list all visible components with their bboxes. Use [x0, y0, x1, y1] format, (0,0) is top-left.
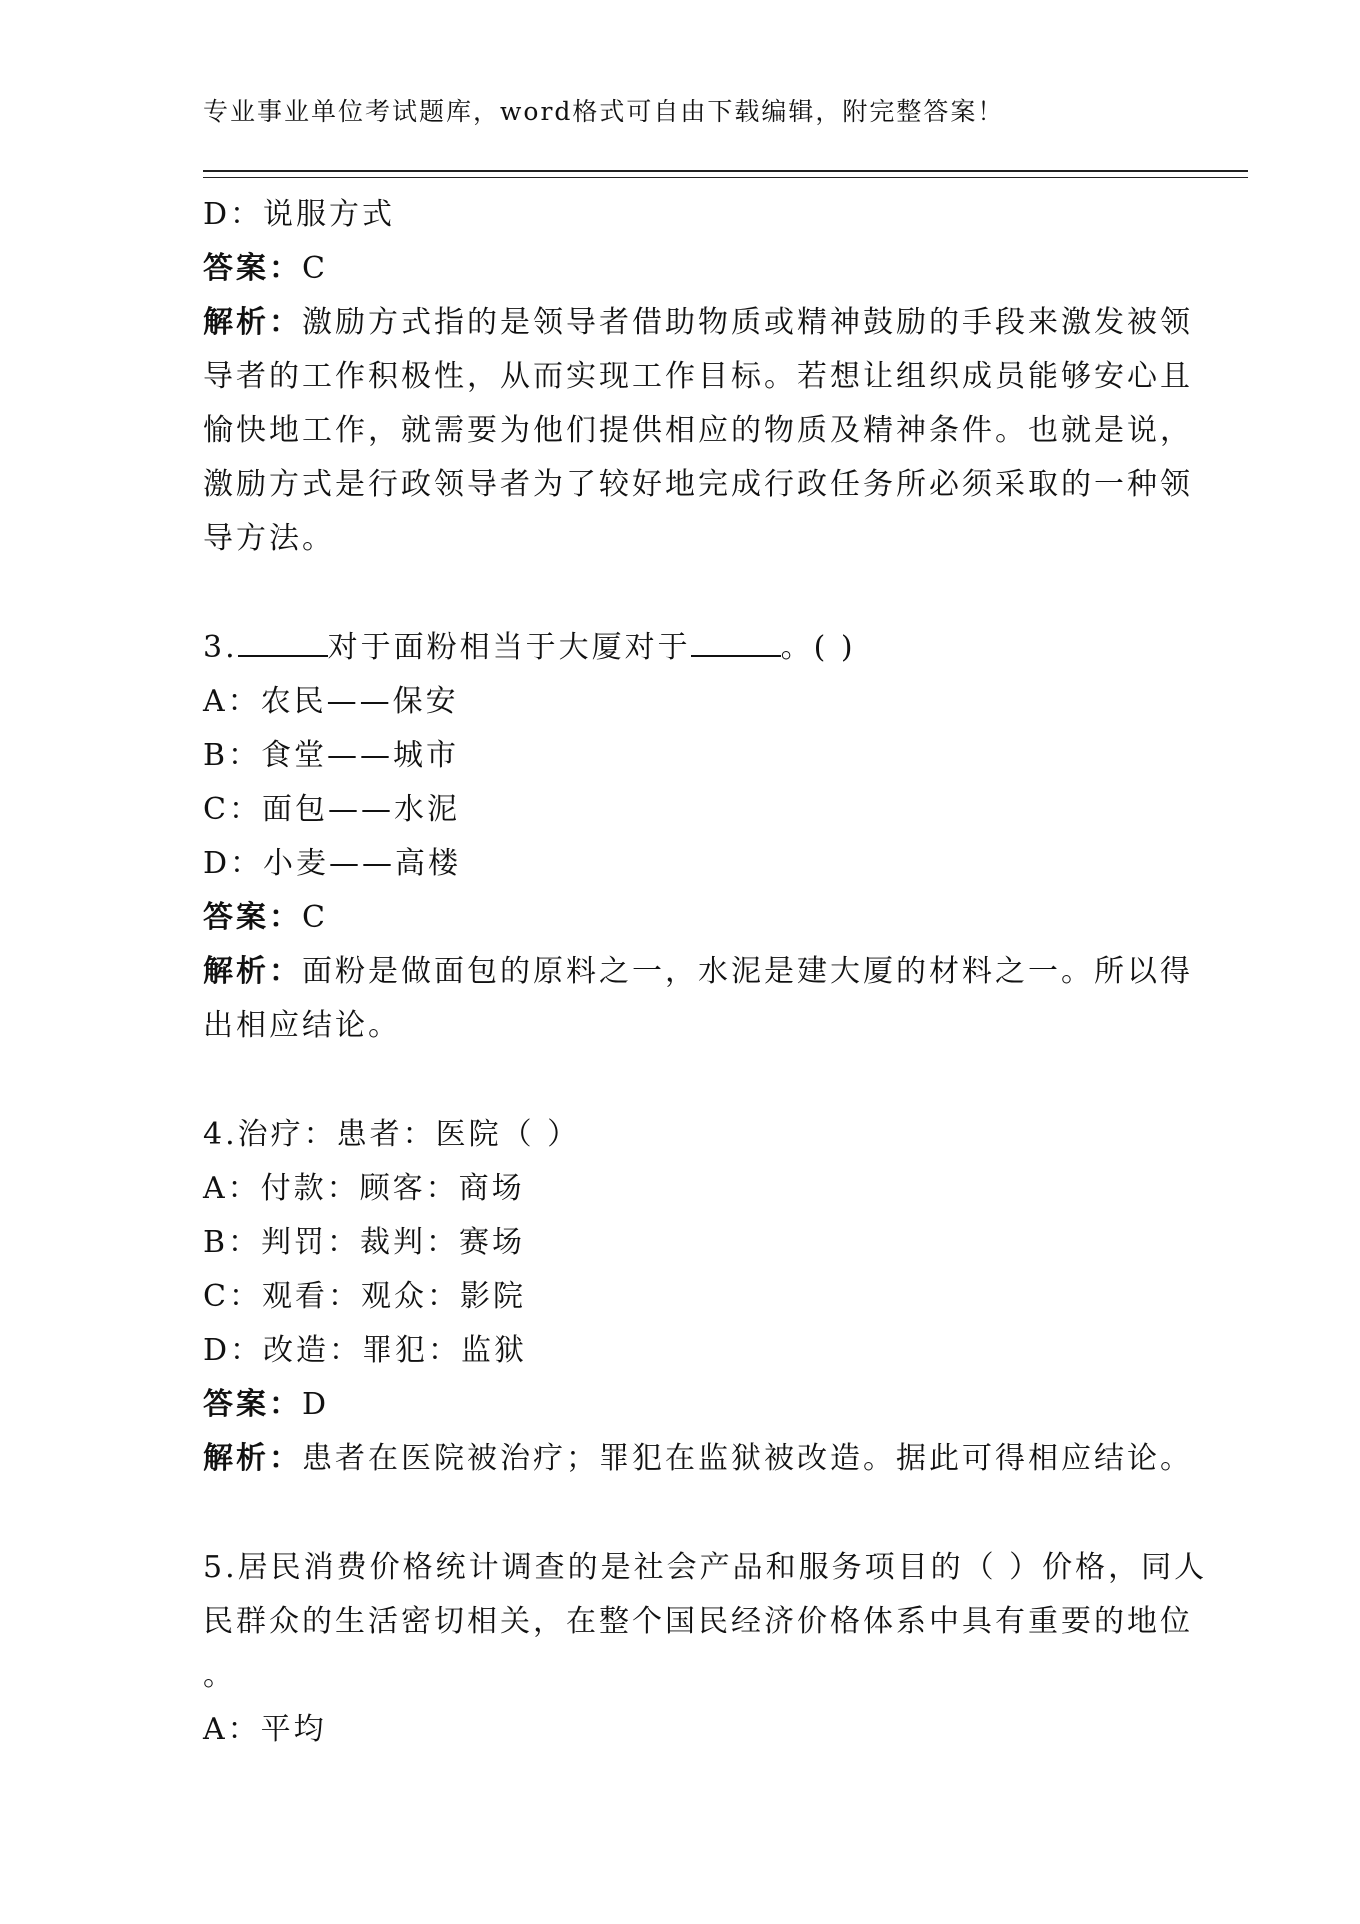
answer-value: C — [302, 900, 328, 935]
q3-option-a: A：农民——保安 — [203, 684, 459, 719]
q4-option-b: B：判罚：裁判：赛场 — [203, 1225, 526, 1260]
q3-analysis-line-1 — [203, 945, 1193, 999]
q2-analysis-line-2: 导者的工作积极性，从而实现工作目标。若想让组织成员能够安心且 — [203, 359, 1193, 394]
q3-option-b: B：食堂——城市 — [203, 738, 460, 773]
q2-analysis-line-3: 愉快地工作，就需要为他们提供相应的物质及精神条件。也就是说， — [203, 413, 1193, 448]
q4-option-d: D：改造：罪犯：监狱 — [203, 1333, 528, 1368]
analysis-label: 解析： — [203, 305, 302, 340]
header-rule-thin — [203, 177, 1248, 178]
analysis-text: 患者在医院被治疗；罪犯在监狱被改造。据此可得相应结论。 — [302, 1441, 1193, 1476]
answer-value: C — [302, 251, 328, 286]
q4-option-c: C：观看：观众：影院 — [203, 1279, 526, 1314]
q4-analysis-line-1 — [203, 1432, 1193, 1486]
analysis-text: 面粉是做面包的原料之一，水泥是建大厦的材料之一。所以得 — [302, 954, 1193, 989]
answer-value: D — [302, 1387, 330, 1422]
answer-label: 答案： — [203, 1387, 302, 1422]
q5-stem-line-1: 5.居民消费价格统计调查的是社会产品和服务项目的（ ）价格，同人 — [203, 1550, 1208, 1585]
q2-analysis-line-5: 导方法。 — [203, 521, 335, 556]
q5-stem-line-2: 民群众的生活密切相关，在整个国民经济价格体系中具有重要的地位 — [203, 1604, 1193, 1639]
q4-stem: 4.治疗：患者：医院（ ） — [203, 1117, 581, 1152]
q3-option-d: D：小麦——高楼 — [203, 846, 462, 881]
q3-analysis-line-2: 出相应结论。 — [203, 1008, 401, 1043]
q2-answer — [203, 242, 1163, 296]
fill-blank — [238, 629, 328, 657]
q3-option-c: C：面包——水泥 — [203, 792, 460, 827]
q5-option-a: A：平均 — [203, 1712, 327, 1747]
q2-option-d: D：说服方式 — [203, 197, 396, 232]
analysis-text: 激励方式指的是领导者借助物质或精神鼓励的手段来激发被领 — [302, 305, 1193, 340]
document-body — [203, 188, 1208, 1757]
q5-stem-line-3: 。 — [203, 1658, 236, 1693]
analysis-label: 解析： — [203, 954, 302, 989]
answer-label: 答案： — [203, 900, 302, 935]
q2-analysis-line-1 — [203, 296, 1193, 350]
q2-analysis-line-4: 激励方式是行政领导者为了较好地完成行政任务所必须采取的一种领 — [203, 467, 1193, 502]
answer-label: 答案： — [203, 251, 302, 286]
question-number: 3. — [203, 630, 238, 665]
q3-answer — [203, 891, 1163, 945]
q4-answer — [203, 1378, 1163, 1432]
q3-stem — [203, 621, 1163, 675]
analysis-label: 解析： — [203, 1441, 302, 1476]
stem-text: 对于面粉相当于大厦对于 — [327, 630, 691, 665]
header-rule-thick — [203, 170, 1248, 172]
fill-blank — [691, 629, 781, 657]
stem-suffix: 。( ) — [780, 630, 856, 665]
page-header: 专业事业单位考试题库，word格式可自由下载编辑，附完整答案！ — [203, 97, 1005, 126]
q4-option-a: A：付款：顾客：商场 — [203, 1171, 525, 1206]
